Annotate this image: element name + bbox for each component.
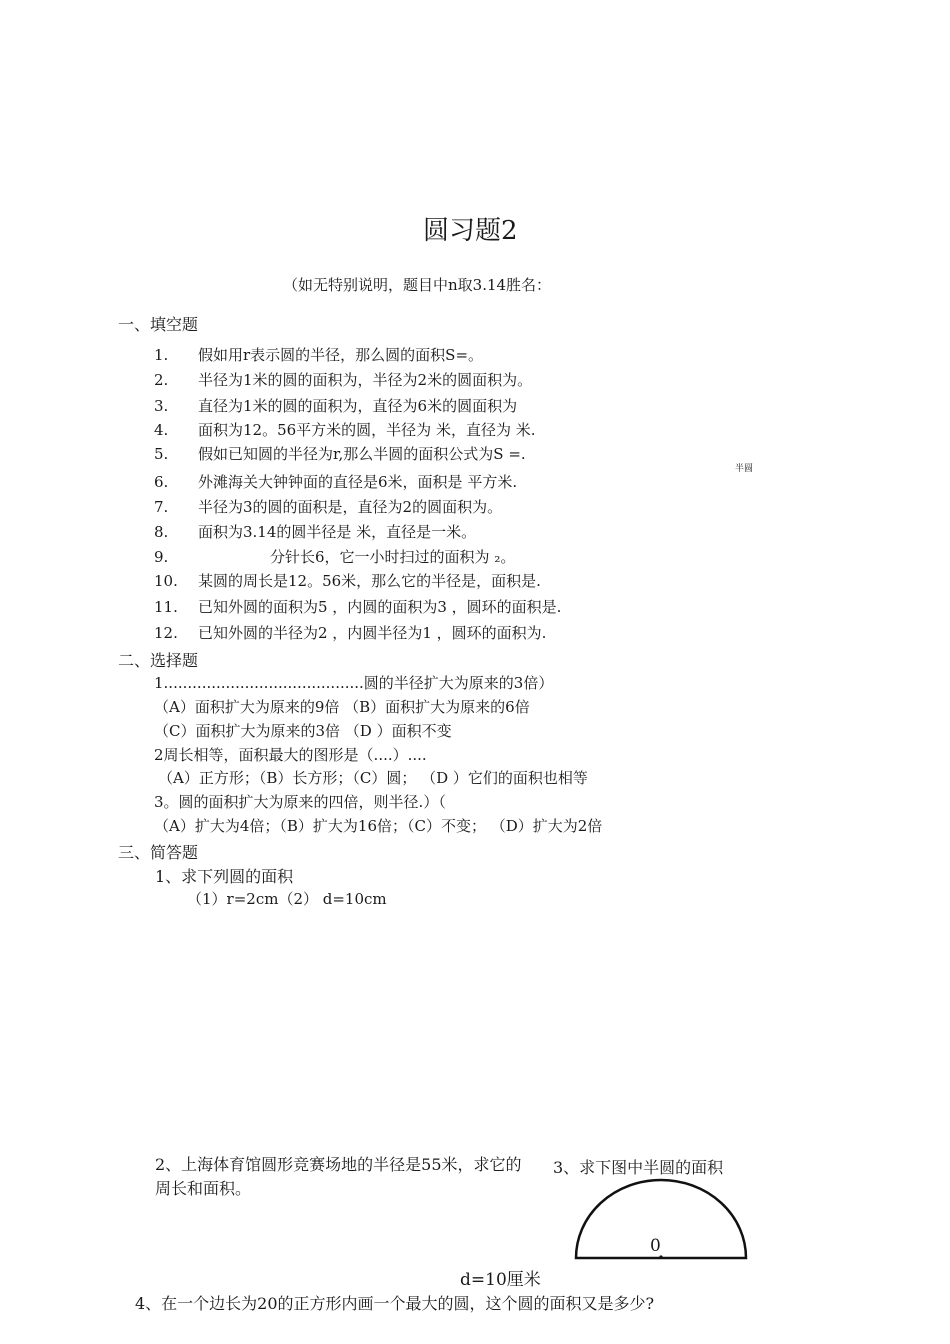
fill-in-item-text: 直径为1米的圆的面积为，直径为6米的圆面积为: [198, 397, 518, 415]
fill-in-item-number: 2.: [154, 371, 169, 389]
choice-line: （A）扩大为4倍；（B）扩大为16倍；（C）不变； （D）扩大为2倍: [154, 817, 603, 835]
question-1-title: 1、求下列圆的面积: [155, 867, 294, 886]
fill-in-item-text: 假如已知圆的半径为r,那么半圆的面积公式为S =.: [198, 445, 526, 463]
section-3-heading: 三、简答题: [118, 843, 199, 862]
semicircle-diameter-label: d=10厘米: [460, 1270, 541, 1290]
fill-in-item-number: 12.: [154, 624, 178, 642]
fill-in-item: [154, 596, 561, 617]
page-title: 圆习题2: [423, 216, 518, 246]
side-note: 半圆: [735, 464, 754, 474]
fill-in-item-number: 5.: [154, 445, 169, 463]
fill-in-item-number: 11.: [154, 598, 178, 616]
fill-in-item-number: 8.: [154, 523, 169, 541]
fill-in-item: [154, 622, 546, 643]
fill-in-item: [154, 395, 517, 416]
fill-in-item: [154, 546, 515, 567]
fill-in-item-text: 半径为1米的圆的面积为，半径为2米的圆面积为。: [198, 371, 533, 389]
fill-in-item-text: 某圆的周长是12。56米，那么它的半径是，面积是.: [198, 572, 541, 590]
fill-in-item-text: 假如用r表示圆的半径，那么圆的面积S=。: [198, 346, 484, 364]
choice-line: 3。圆的面积扩大为原来的四倍，则半径.）（: [154, 793, 446, 811]
choice-line: （A）面积扩大为原来的9倍 （B）面积扩大为原来的6倍: [154, 698, 530, 716]
semicircle-center-label: 0: [650, 1236, 661, 1256]
fill-in-item: [154, 369, 532, 390]
fill-in-item-number: 9.: [154, 548, 169, 566]
fill-in-item-text: 面积为3.14的圆半径是 米，直径是一米。: [198, 523, 477, 541]
fill-in-item-text: 分针长6，它一小时扫过的面积为 ₂。: [270, 548, 516, 566]
choice-line: （A）正方形；（B）长方形；（C）圆； （D ）它们的面积也相等: [158, 769, 588, 787]
fill-in-item: [154, 419, 535, 440]
semicircle-outline: [576, 1180, 746, 1258]
fill-in-item: [154, 570, 541, 591]
fill-in-item-number: 7.: [154, 498, 169, 516]
fill-in-item-text: 半径为3的圆的面积是，直径为2的圆面积为。: [198, 498, 503, 516]
fill-in-item-text: 面积为12。56平方米的圆，半径为 米，直径为 米.: [198, 421, 536, 439]
question-1-parts: （1）r=2cm（2） d=10cm: [187, 890, 387, 908]
fill-in-item-number: 6.: [154, 473, 169, 491]
question-2-line-1: 2、上海体育馆圆形竞赛场地的半径是55米，求它的: [155, 1155, 522, 1174]
semicircle-figure: [570, 1172, 752, 1264]
fill-in-item-text: 外滩海关大钟钟面的直径是6米，面积是 平方米.: [198, 473, 518, 491]
section-1-heading: 一、填空题: [118, 315, 199, 334]
fill-in-item: [154, 521, 476, 542]
fill-in-item: [154, 471, 517, 492]
question-2-line-2: 周长和面积。: [155, 1179, 252, 1198]
subtitle-note: （如无特别说明，题目中n取3.14胜名：: [283, 276, 552, 294]
choice-line: 1..........................................圆的半径扩大为原来的3倍）: [154, 674, 554, 692]
fill-in-item-number: 3.: [154, 397, 169, 415]
fill-in-item-text: 已知外圆的半径为2 ，内圆半径为1 ，圆环的面积为.: [198, 624, 547, 642]
fill-in-item: [154, 344, 483, 365]
fill-in-item: [154, 443, 526, 464]
question-3-title: 3、求下图中半圆的面积: [553, 1158, 724, 1177]
fill-in-item: [154, 496, 502, 517]
section-2-heading: 二、选择题: [118, 651, 199, 670]
question-4: 4、在一个边长为20的正方形内画一个最大的圆，这个圆的面积又是多少?: [135, 1294, 655, 1313]
fill-in-item-number: 1.: [154, 346, 169, 364]
fill-in-item-text: 已知外圆的面积为5 ，内圆的面积为3 ，圆环的面积是.: [198, 598, 562, 616]
fill-in-item-number: 10.: [154, 572, 178, 590]
choice-line: （C）面积扩大为原来的3倍 （D ）面积不变: [154, 722, 452, 740]
fill-in-item-number: 4.: [154, 421, 169, 439]
choice-line: 2周长相等，面积最大的图形是（....）....: [154, 746, 427, 764]
